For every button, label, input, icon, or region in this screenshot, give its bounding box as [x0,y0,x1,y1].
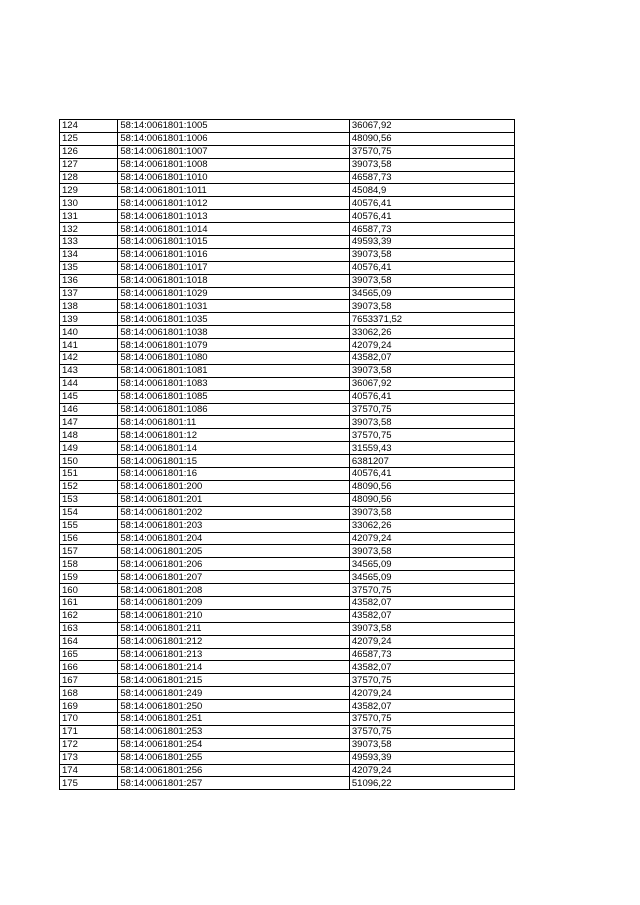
cadastral-value-cell: 42079,24 [349,687,514,700]
row-number-cell: 160 [60,584,118,597]
table-row [60,339,515,352]
table-row [60,364,515,377]
row-number-cell: 156 [60,532,118,545]
row-number-cell: 138 [60,300,118,313]
row-number-cell: 169 [60,700,118,713]
table-row [60,532,515,545]
table-row [60,352,515,365]
cadastral-number-cell: 58:14:0061801:1006 [118,132,350,145]
cadastral-value-cell: 37570,75 [349,584,514,597]
table-row [60,197,515,210]
row-number-cell: 155 [60,519,118,532]
table-row [60,158,515,171]
row-number-cell: 161 [60,596,118,609]
cadastral-number-cell: 58:14:0061801:1014 [118,223,350,236]
cadastral-value-cell: 34565,09 [349,558,514,571]
cadastral-number-cell: 58:14:0061801:1018 [118,274,350,287]
row-number-cell: 166 [60,661,118,674]
row-number-cell: 147 [60,416,118,429]
cadastral-number-cell: 58:14:0061801:250 [118,700,350,713]
cadastral-value-cell: 43582,07 [349,609,514,622]
cadastral-number-cell: 58:14:0061801:207 [118,571,350,584]
cadastral-number-cell: 58:14:0061801:1007 [118,145,350,158]
cadastral-value-cell: 33062,26 [349,326,514,339]
row-number-cell: 167 [60,674,118,687]
cadastral-number-cell: 58:14:0061801:200 [118,480,350,493]
cadastral-value-cell: 48090,56 [349,493,514,506]
cadastral-number-cell: 58:14:0061801:1015 [118,236,350,249]
row-number-cell: 143 [60,364,118,377]
cadastral-value-cell: 43582,07 [349,700,514,713]
cadastral-number-cell: 58:14:0061801:208 [118,584,350,597]
cadastral-number-cell: 58:14:0061801:257 [118,777,350,790]
row-number-cell: 159 [60,571,118,584]
row-number-cell: 175 [60,777,118,790]
cadastral-number-cell: 58:14:0061801:205 [118,545,350,558]
table-row [60,287,515,300]
cadastral-value-cell: 39073,58 [349,274,514,287]
table-row [60,751,515,764]
row-number-cell: 135 [60,261,118,274]
cadastral-number-cell: 58:14:0061801:254 [118,738,350,751]
table-row [60,248,515,261]
table-row [60,442,515,455]
row-number-cell: 152 [60,480,118,493]
cadastral-value-cell: 42079,24 [349,635,514,648]
cadastral-number-cell: 58:14:0061801:251 [118,712,350,725]
table-row [60,700,515,713]
cadastral-value-cell: 40576,41 [349,390,514,403]
cadastral-number-cell: 58:14:0061801:1031 [118,300,350,313]
table-row [60,455,515,468]
row-number-cell: 134 [60,248,118,261]
table-row [60,687,515,700]
cadastral-number-cell: 58:14:0061801:11 [118,416,350,429]
cadastral-value-cell: 46587,73 [349,171,514,184]
cadastral-value-cell: 51096,22 [349,777,514,790]
table-row [60,674,515,687]
cadastral-number-cell: 58:14:0061801:1080 [118,352,350,365]
cadastral-number-cell: 58:14:0061801:1011 [118,184,350,197]
table-row [60,648,515,661]
cadastral-value-cell: 39073,58 [349,158,514,171]
row-number-cell: 149 [60,442,118,455]
row-number-cell: 140 [60,326,118,339]
row-number-cell: 141 [60,339,118,352]
row-number-cell: 146 [60,403,118,416]
table-body [60,120,515,790]
cadastral-number-cell: 58:14:0061801:12 [118,429,350,442]
cadastral-value-cell: 40576,41 [349,468,514,481]
cadastral-number-cell: 58:14:0061801:1005 [118,120,350,133]
cadastral-number-cell: 58:14:0061801:209 [118,596,350,609]
table-row [60,223,515,236]
cadastral-number-cell: 58:14:0061801:1085 [118,390,350,403]
row-number-cell: 154 [60,506,118,519]
cadastral-value-cell: 45084,9 [349,184,514,197]
cadastral-value-cell: 43582,07 [349,352,514,365]
table-row [60,480,515,493]
cadastral-value-cell: 40576,41 [349,197,514,210]
cadastral-number-cell: 58:14:0061801:14 [118,442,350,455]
table-row [60,596,515,609]
cadastral-number-cell: 58:14:0061801:1008 [118,158,350,171]
row-number-cell: 174 [60,764,118,777]
row-number-cell: 164 [60,635,118,648]
row-number-cell: 133 [60,236,118,249]
cadastral-value-cell: 48090,56 [349,480,514,493]
cadastral-value-cell: 43582,07 [349,596,514,609]
cadastral-value-cell: 46587,73 [349,223,514,236]
cadastral-number-cell: 58:14:0061801:255 [118,751,350,764]
table-row [60,145,515,158]
cadastral-number-cell: 58:14:0061801:1086 [118,403,350,416]
row-number-cell: 163 [60,622,118,635]
cadastral-value-cell: 48090,56 [349,132,514,145]
cadastral-value-cell: 39073,58 [349,506,514,519]
table-row [60,558,515,571]
cadastral-number-cell: 58:14:0061801:212 [118,635,350,648]
row-number-cell: 124 [60,120,118,133]
row-number-cell: 145 [60,390,118,403]
cadastral-value-cell: 39073,58 [349,416,514,429]
table-row [60,416,515,429]
cadastral-number-cell: 58:14:0061801:253 [118,725,350,738]
table-row [60,738,515,751]
cadastral-number-cell: 58:14:0061801:1038 [118,326,350,339]
row-number-cell: 136 [60,274,118,287]
table-row [60,403,515,416]
cadastral-number-cell: 58:14:0061801:201 [118,493,350,506]
cadastral-number-cell: 58:14:0061801:204 [118,532,350,545]
table-row [60,493,515,506]
cadastral-value-cell: 42079,24 [349,339,514,352]
row-number-cell: 127 [60,158,118,171]
cadastral-number-cell: 58:14:0061801:206 [118,558,350,571]
row-number-cell: 150 [60,455,118,468]
table-row [60,210,515,223]
cadastral-value-cell: 42079,24 [349,764,514,777]
cadastral-value-cell: 37570,75 [349,674,514,687]
table-row [60,545,515,558]
cadastral-number-cell: 58:14:0061801:16 [118,468,350,481]
row-number-cell: 162 [60,609,118,622]
cadastral-value-cell: 37570,75 [349,725,514,738]
table-row [60,274,515,287]
table-row [60,377,515,390]
cadastral-number-cell: 58:14:0061801:213 [118,648,350,661]
cadastral-value-cell: 49593,39 [349,236,514,249]
row-number-cell: 168 [60,687,118,700]
table-row [60,261,515,274]
table-row [60,584,515,597]
cadastral-value-cell: 37570,75 [349,145,514,158]
row-number-cell: 126 [60,145,118,158]
table-row [60,712,515,725]
table-row [60,609,515,622]
cadastral-number-cell: 58:14:0061801:1081 [118,364,350,377]
cadastral-number-cell: 58:14:0061801:1010 [118,171,350,184]
cadastral-value-cell: 37570,75 [349,712,514,725]
cadastral-value-cell: 34565,09 [349,571,514,584]
cadastral-value-cell: 7653371,52 [349,313,514,326]
cadastral-number-cell: 58:14:0061801:1013 [118,210,350,223]
cadastral-number-cell: 58:14:0061801:1012 [118,197,350,210]
row-number-cell: 137 [60,287,118,300]
table-row [60,571,515,584]
cadastral-number-cell: 58:14:0061801:215 [118,674,350,687]
cadastral-value-cell: 39073,58 [349,300,514,313]
cadastral-number-cell: 58:14:0061801:249 [118,687,350,700]
cadastral-value-cell: 39073,58 [349,622,514,635]
table-row [60,390,515,403]
row-number-cell: 129 [60,184,118,197]
table-row [60,764,515,777]
row-number-cell: 130 [60,197,118,210]
row-number-cell: 125 [60,132,118,145]
cadastral-number-cell: 58:14:0061801:203 [118,519,350,532]
cadastral-value-cell: 42079,24 [349,532,514,545]
cadastral-number-cell: 58:14:0061801:1083 [118,377,350,390]
row-number-cell: 139 [60,313,118,326]
table-row [60,184,515,197]
cadastral-number-cell: 58:14:0061801:210 [118,609,350,622]
table-row [60,468,515,481]
table-row [60,120,515,133]
row-number-cell: 144 [60,377,118,390]
table-row [60,313,515,326]
row-number-cell: 170 [60,712,118,725]
cadastral-number-cell: 58:14:0061801:256 [118,764,350,777]
table-row [60,132,515,145]
cadastral-value-cell: 37570,75 [349,403,514,416]
table-row [60,326,515,339]
row-number-cell: 131 [60,210,118,223]
cadastral-value-cell: 37570,75 [349,429,514,442]
row-number-cell: 148 [60,429,118,442]
cadastral-value-cell: 39073,58 [349,545,514,558]
cadastral-value-cell: 40576,41 [349,210,514,223]
cadastral-number-cell: 58:14:0061801:202 [118,506,350,519]
cadastral-value-cell: 34565,09 [349,287,514,300]
table-row [60,725,515,738]
cadastral-number-cell: 58:14:0061801:15 [118,455,350,468]
cadastral-value-cell: 49593,39 [349,751,514,764]
row-number-cell: 158 [60,558,118,571]
table-row [60,429,515,442]
cadastral-value-cell: 39073,58 [349,738,514,751]
cadastral-number-cell: 58:14:0061801:1079 [118,339,350,352]
cadastral-value-cell: 31559,43 [349,442,514,455]
cadastral-value-cell: 36067,92 [349,377,514,390]
table-row [60,171,515,184]
cadastral-value-cell: 33062,26 [349,519,514,532]
table-row [60,635,515,648]
cadastral-value-cell: 46587,73 [349,648,514,661]
row-number-cell: 165 [60,648,118,661]
table-row [60,777,515,790]
cadastral-number-cell: 58:14:0061801:1029 [118,287,350,300]
row-number-cell: 173 [60,751,118,764]
row-number-cell: 157 [60,545,118,558]
cadastral-value-table [59,119,515,790]
row-number-cell: 172 [60,738,118,751]
cadastral-value-cell: 39073,58 [349,248,514,261]
cadastral-value-cell: 40576,41 [349,261,514,274]
table-row [60,506,515,519]
cadastral-value-cell: 36067,92 [349,120,514,133]
table-row [60,236,515,249]
row-number-cell: 171 [60,725,118,738]
cadastral-value-cell: 39073,58 [349,364,514,377]
table-row [60,661,515,674]
cadastral-number-cell: 58:14:0061801:1035 [118,313,350,326]
row-number-cell: 128 [60,171,118,184]
table-row [60,519,515,532]
cadastral-number-cell: 58:14:0061801:211 [118,622,350,635]
row-number-cell: 132 [60,223,118,236]
cadastral-number-cell: 58:14:0061801:1016 [118,248,350,261]
row-number-cell: 153 [60,493,118,506]
cadastral-number-cell: 58:14:0061801:214 [118,661,350,674]
cadastral-number-cell: 58:14:0061801:1017 [118,261,350,274]
cadastral-value-cell: 6381207 [349,455,514,468]
cadastral-value-cell: 43582,07 [349,661,514,674]
table-row [60,622,515,635]
row-number-cell: 151 [60,468,118,481]
table-row [60,300,515,313]
row-number-cell: 142 [60,352,118,365]
